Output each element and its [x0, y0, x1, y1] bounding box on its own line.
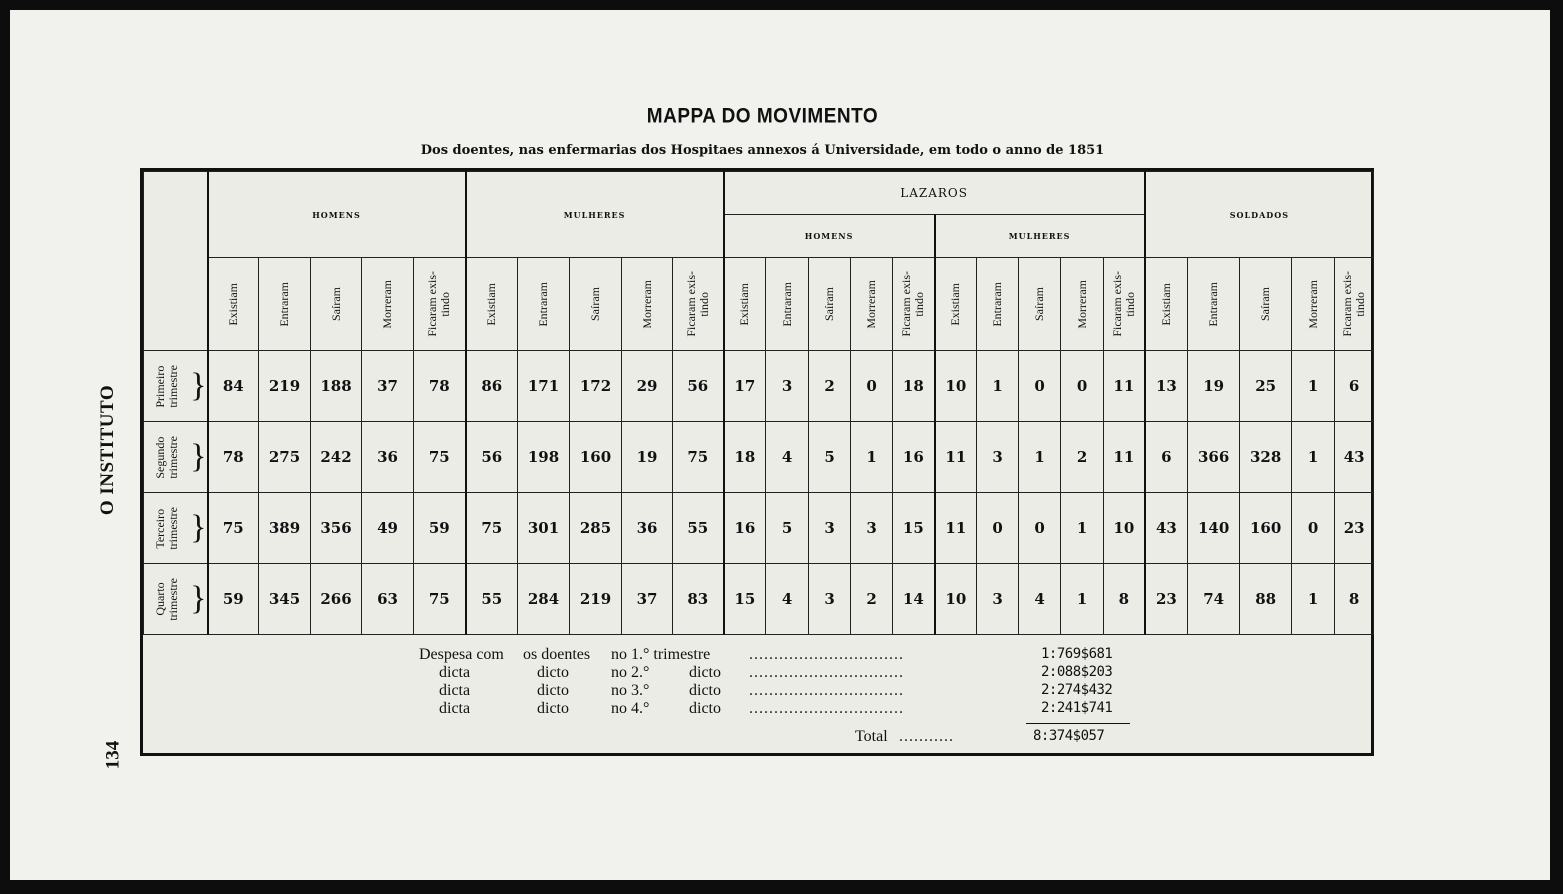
table-cell: 6: [1145, 422, 1188, 493]
column-header: [893, 258, 935, 351]
table-cell: 75: [414, 564, 466, 635]
expense-word-4: dicto: [689, 664, 721, 681]
table-cell: 10: [1104, 493, 1145, 564]
table-cell: 172: [570, 351, 622, 422]
expense-amount: 2:241$741: [1041, 700, 1113, 716]
table-cell: 36: [622, 493, 673, 564]
column-header-label: Saíram: [328, 287, 343, 321]
column-header: [414, 258, 466, 351]
table-cell: 16: [893, 422, 935, 493]
table-cell: 18: [893, 351, 935, 422]
data-table: [143, 171, 1374, 635]
column-header-label: Morreram: [1074, 279, 1089, 329]
side-title-text: O INSTITUTO: [97, 384, 118, 516]
table-cell: 8: [1335, 564, 1374, 635]
column-header: [1188, 258, 1240, 351]
table-cell: 75: [414, 422, 466, 493]
expense-dots: ...............................: [749, 700, 904, 717]
expense-word-1: dicta: [439, 700, 471, 717]
table-cell: 2: [851, 564, 893, 635]
table-cell: 11: [935, 493, 977, 564]
table-body: [144, 351, 1374, 635]
table-cell: 5: [766, 493, 809, 564]
column-header: [809, 258, 851, 351]
brace-icon: }: [190, 438, 207, 475]
expense-period: no 4.°: [611, 700, 650, 717]
column-header: [362, 258, 414, 351]
column-header-label: Ficaram exis- tindo: [425, 271, 453, 337]
column-header: [259, 258, 311, 351]
table-cell: 84: [208, 351, 259, 422]
row-header-label: Terceiro trimestre: [152, 506, 180, 550]
group-lazaros-homens: HOMENS: [724, 215, 935, 258]
expense-period: no 2.°: [611, 664, 650, 681]
table-cell: 275: [259, 422, 311, 493]
table-cell: 29: [622, 351, 673, 422]
table-cell: 11: [935, 422, 977, 493]
expense-period: no 1.° trimestre: [611, 646, 711, 663]
table-cell: 389: [259, 493, 311, 564]
expense-amount: 2:088$203: [1041, 664, 1113, 680]
table-cell: 5: [809, 422, 851, 493]
table-cell: 59: [208, 564, 259, 635]
expense-word-4: dicto: [689, 682, 721, 699]
table-cell: 37: [362, 351, 414, 422]
row-header: [144, 564, 208, 635]
total-dots: ...........: [899, 728, 954, 745]
table-cell: 19: [1188, 351, 1240, 422]
table-cell: 43: [1145, 493, 1188, 564]
column-header-label: Saíram: [1032, 287, 1047, 321]
expense-word-1: dicta: [439, 682, 471, 699]
table-cell: 8: [1104, 564, 1145, 635]
brace-icon: }: [190, 509, 207, 546]
table-cell: 75: [673, 422, 724, 493]
expense-dots: ...............................: [749, 682, 904, 699]
column-header: [935, 258, 977, 351]
table-cell: 88: [1240, 564, 1292, 635]
table-cell: 56: [673, 351, 724, 422]
table-cell: 18: [724, 422, 766, 493]
table-cell: 83: [673, 564, 724, 635]
expense-word-2: dicto: [537, 664, 569, 681]
column-header-label: Entraram: [779, 281, 794, 327]
table-cell: 356: [311, 493, 362, 564]
column-header: [766, 258, 809, 351]
column-header-label: Ficaram exis- tindo: [1109, 271, 1137, 337]
table-row: [144, 493, 1374, 564]
table-cell: 1: [977, 351, 1019, 422]
table-cell: 0: [1019, 493, 1061, 564]
expense-dots: ...............................: [749, 646, 904, 663]
table-row: [144, 422, 1374, 493]
table-cell: 4: [766, 422, 809, 493]
page-number-text: 134: [102, 740, 123, 770]
table-cell: 75: [208, 493, 259, 564]
table-cell: 1: [1292, 564, 1335, 635]
table-cell: 1: [1019, 422, 1061, 493]
side-running-title: [88, 384, 128, 516]
table-cell: 0: [977, 493, 1019, 564]
table-cell: 14: [893, 564, 935, 635]
table-cell: 86: [466, 351, 518, 422]
table-cell: 49: [362, 493, 414, 564]
brace-icon: }: [190, 367, 207, 404]
table-cell: 171: [518, 351, 570, 422]
table-cell: 55: [673, 493, 724, 564]
page-sheet: [10, 10, 1550, 880]
table-cell: 13: [1145, 351, 1188, 422]
column-header-label: Saíram: [1258, 287, 1273, 321]
brace-icon: }: [190, 580, 207, 617]
table-cell: 36: [362, 422, 414, 493]
total-rule: [1026, 723, 1130, 724]
row-header: [144, 422, 208, 493]
table-cell: 1: [851, 422, 893, 493]
row-header: [144, 351, 208, 422]
table-cell: 6: [1335, 351, 1374, 422]
column-header-label: Ficaram exis- tindo: [683, 271, 711, 337]
column-header-label: Morreram: [864, 279, 879, 329]
column-header: [1335, 258, 1374, 351]
expense-word-1: dicta: [439, 664, 471, 681]
column-header-label: Existiam: [225, 282, 240, 326]
row-header: [144, 493, 208, 564]
table-cell: 15: [724, 564, 766, 635]
table-cell: 10: [935, 351, 977, 422]
table-cell: 1: [1292, 351, 1335, 422]
page-title: MAPPA DO MOVIMENTO: [646, 104, 879, 128]
column-header: [311, 258, 362, 351]
table-cell: 23: [1335, 493, 1374, 564]
column-header-row: [144, 258, 1374, 351]
column-header: [1019, 258, 1061, 351]
group-homens: HOMENS: [208, 172, 466, 258]
expense-word-2: dicto: [537, 700, 569, 717]
table-cell: 219: [259, 351, 311, 422]
column-header: [977, 258, 1019, 351]
table-cell: 160: [570, 422, 622, 493]
row-header-label: Quarto trimestre: [152, 577, 180, 621]
page-subtitle: Dos doentes, nas enfermarias dos Hospitaes annexos á Universidade, em todo o anno de 1851: [420, 143, 1105, 158]
table-cell: 37: [622, 564, 673, 635]
table-cell: 366: [1188, 422, 1240, 493]
column-header-label: Existiam: [948, 282, 963, 326]
table-cell: 15: [893, 493, 935, 564]
group-lazaros-mulheres: MULHERES: [935, 215, 1145, 258]
table-cell: 301: [518, 493, 570, 564]
table-cell: 78: [414, 351, 466, 422]
column-header-label: Entraram: [277, 281, 291, 327]
group-soldados: SOLDADOS: [1145, 172, 1374, 258]
column-header: [724, 258, 766, 351]
table-cell: 19: [622, 422, 673, 493]
table-cell: 266: [311, 564, 362, 635]
column-header-label: Saíram: [822, 287, 837, 321]
expense-word-2: os doentes: [523, 646, 591, 663]
table-cell: 63: [362, 564, 414, 635]
expense-period: no 3.°: [611, 682, 650, 699]
expense-amount: 1:769$681: [1041, 646, 1113, 662]
table-row: [144, 564, 1374, 635]
column-header: [622, 258, 673, 351]
column-header-label: Morreram: [1305, 279, 1320, 329]
table-cell: 11: [1104, 422, 1145, 493]
table-cell: 1: [1292, 422, 1335, 493]
table-cell: 328: [1240, 422, 1292, 493]
table-cell: 55: [466, 564, 518, 635]
column-header-label: Morreram: [380, 279, 394, 329]
expense-word-2: dicto: [537, 682, 569, 699]
column-header-label: Ficaram exis- tindo: [1340, 271, 1368, 337]
table-cell: 2: [809, 351, 851, 422]
table-cell: 3: [977, 564, 1019, 635]
column-header: [1145, 258, 1188, 351]
group-mulheres: MULHERES: [466, 172, 724, 258]
table-cell: 285: [570, 493, 622, 564]
table-cell: 3: [977, 422, 1019, 493]
table-cell: 160: [1240, 493, 1292, 564]
table-cell: 3: [851, 493, 893, 564]
table-cell: 4: [1019, 564, 1061, 635]
expense-word-1: Despesa com: [419, 646, 504, 663]
column-header-label: Entraram: [990, 281, 1005, 327]
column-header: [518, 258, 570, 351]
table-cell: 284: [518, 564, 570, 635]
table-row: [144, 351, 1374, 422]
table-cell: 74: [1188, 564, 1240, 635]
row-header-label: Primeiro trimestre: [152, 364, 180, 408]
row-header-label: Segundo trimestre: [152, 435, 180, 479]
column-header-label: Ficaram exis- tindo: [899, 271, 927, 337]
table-cell: 23: [1145, 564, 1188, 635]
column-header-label: Saíram: [588, 287, 603, 321]
expense-word-4: dicto: [689, 700, 721, 717]
table-cell: 16: [724, 493, 766, 564]
table-cell: 1: [1061, 564, 1104, 635]
corner-cell: [144, 172, 208, 351]
table-cell: 25: [1240, 351, 1292, 422]
expense-summary: [143, 646, 1371, 756]
movement-map-table: [140, 168, 1374, 756]
table-cell: 3: [809, 493, 851, 564]
table-cell: 188: [311, 351, 362, 422]
column-header: [1240, 258, 1292, 351]
table-cell: 17: [724, 351, 766, 422]
column-header: [1061, 258, 1104, 351]
table-cell: 345: [259, 564, 311, 635]
table-cell: 3: [809, 564, 851, 635]
column-header: [466, 258, 518, 351]
table-cell: 10: [935, 564, 977, 635]
expense-amount: 2:274$432: [1041, 682, 1113, 698]
table-cell: 78: [208, 422, 259, 493]
table-cell: 4: [766, 564, 809, 635]
column-header-label: Existiam: [737, 282, 752, 326]
table-cell: 1: [1061, 493, 1104, 564]
column-header: [1292, 258, 1335, 351]
column-header: [570, 258, 622, 351]
group-lazaros: LAZAROS: [724, 172, 1145, 215]
table-cell: 75: [466, 493, 518, 564]
expense-dots: ...............................: [749, 664, 904, 681]
total-label: Total: [855, 728, 888, 745]
column-header-label: Morreram: [639, 279, 654, 329]
table-cell: 242: [311, 422, 362, 493]
table-cell: 11: [1104, 351, 1145, 422]
total-amount: 8:374$057: [1033, 728, 1105, 744]
table-cell: 56: [466, 422, 518, 493]
side-page-number: [98, 732, 128, 778]
table-cell: 59: [414, 493, 466, 564]
table-cell: 198: [518, 422, 570, 493]
table-cell: 2: [1061, 422, 1104, 493]
column-header: [208, 258, 259, 351]
table-cell: 3: [766, 351, 809, 422]
column-header-label: Existiam: [484, 282, 499, 326]
table-cell: 0: [1019, 351, 1061, 422]
column-header: [1104, 258, 1145, 351]
column-header-label: Existiam: [1158, 282, 1173, 326]
column-header: [673, 258, 724, 351]
table-cell: 0: [851, 351, 893, 422]
table-cell: 0: [1292, 493, 1335, 564]
column-header-label: Entraram: [536, 281, 551, 327]
table-cell: 140: [1188, 493, 1240, 564]
table-cell: 0: [1061, 351, 1104, 422]
column-header-label: Entraram: [1206, 281, 1221, 327]
table-cell: 43: [1335, 422, 1374, 493]
column-header: [851, 258, 893, 351]
table-cell: 219: [570, 564, 622, 635]
